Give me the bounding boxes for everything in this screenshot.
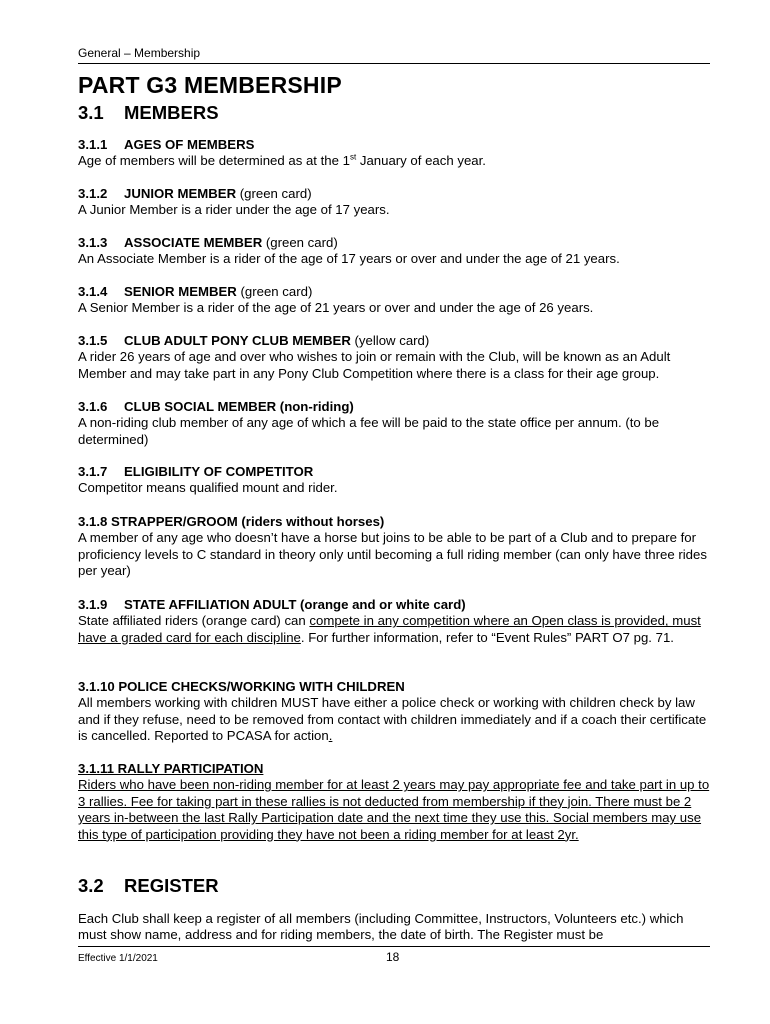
section-heading-3-1	[78, 102, 219, 124]
footer-rule	[78, 946, 710, 947]
section-heading-3-2	[78, 875, 219, 897]
subsection-heading: 3.1.11 RALLY PARTICIPATION	[78, 761, 264, 776]
subsection-3-1-6	[78, 399, 710, 448]
section-number: 3.2	[78, 875, 104, 896]
section-title: REGISTER	[124, 875, 219, 896]
subsection-body: A member of any age who doesn’t have a horse but joins to be able to be part of a Club and to prepare for proficiency levels to C standard in theory only until becoming a full riding member (can only have three rides per year)	[78, 530, 707, 579]
subsection-3-1-3	[78, 235, 710, 268]
subsection-heading: 3.1.1 AGES OF MEMBERS	[78, 137, 255, 152]
subsection-body: State affiliated riders (orange card) can compete in any competition where an Open class is provided, must have a graded card for each discipline. For further information, refer to “Event Rules” PART O7 pg. 71.	[78, 613, 701, 645]
subsection-body: A rider 26 years of age and over who wishes to join or remain with the Club, will be known as an Adult Member and may take part in any Pony Club Competition where there is a class for their age group.	[78, 349, 671, 381]
subsection-heading: 3.1.2 JUNIOR MEMBER (green card)	[78, 186, 312, 201]
subsection-body: An Associate Member is a rider of the age of 17 years or over and under the age of 21 years.	[78, 251, 620, 267]
subsection-body: A Senior Member is a rider of the age of 21 years or over and under the age of 26 years.	[78, 300, 594, 316]
register-paragraph	[78, 911, 710, 944]
subsection-3-1-4	[78, 284, 710, 317]
subsection-3-1-1	[78, 137, 710, 170]
subsection-heading: 3.1.5 CLUB ADULT PONY CLUB MEMBER (yellow card)	[78, 333, 430, 348]
running-header: General – Membership	[78, 46, 201, 60]
page-number: 18	[386, 950, 400, 964]
subsection-body: All members working with children MUST have either a police check or working with children check by law and if they refuse, need to be removed from contact with children immediately and if a coach their certificate is cancelled. Reported to PCASA for action.	[78, 695, 707, 744]
subsection-3-1-11	[78, 761, 710, 843]
subsection-heading: 3.1.3 ASSOCIATE MEMBER (green card)	[78, 235, 338, 250]
subsection-body: A non-riding club member of any age of which a fee will be paid to the state office per annum. (to be determined)	[78, 415, 660, 447]
section-title: MEMBERS	[124, 102, 219, 123]
subsection-heading: 3.1.10 POLICE CHECKS/WORKING WITH CHILDREN	[78, 679, 405, 694]
subsection-3-1-10	[78, 679, 710, 745]
subsection-3-1-9	[78, 597, 710, 646]
subsection-3-1-2	[78, 186, 710, 219]
subsection-heading: 3.1.9 STATE AFFILIATION ADULT (orange and or white card)	[78, 597, 466, 612]
subsection-heading: 3.1.6 CLUB SOCIAL MEMBER (non-riding)	[78, 399, 354, 414]
part-title: PART G3 MEMBERSHIP	[78, 72, 342, 98]
subsection-3-1-7	[78, 464, 710, 497]
subsection-3-1-5	[78, 333, 710, 382]
subsection-heading: 3.1.7 ELIGIBILITY OF COMPETITOR	[78, 464, 314, 479]
effective-date: Effective 1/1/2021	[78, 953, 158, 964]
subsection-body: Age of members will be determined as at the 1st January of each year.	[78, 153, 486, 169]
header-rule	[78, 63, 710, 64]
subsection-body: A Junior Member is a rider under the age of 17 years.	[78, 202, 390, 218]
subsection-body: Riders who have been non-riding member for at least 2 years may pay appropriate fee and take part in up to 3 rallies. Fee for taking part in these rallies is not deducted from membership if they join. There must be 2 years in-between the last Rally Participation date and the next time they use this. Social members may use this type of participation providing they have not been a riding member for at least 2yr.	[78, 777, 710, 842]
section-number: 3.1	[78, 102, 104, 123]
subsection-3-1-8	[78, 514, 710, 580]
subsection-heading: 3.1.4 SENIOR MEMBER (green card)	[78, 284, 313, 299]
paragraph-body: Each Club shall keep a register of all members (including Committee, Instructors, Volunteers etc.) which must show name, address and for riding members, the date of birth. The Register must be	[78, 911, 684, 943]
subsection-body: Competitor means qualified mount and rider.	[78, 480, 338, 496]
subsection-heading: 3.1.8 STRAPPER/GROOM (riders without horses)	[78, 514, 385, 529]
